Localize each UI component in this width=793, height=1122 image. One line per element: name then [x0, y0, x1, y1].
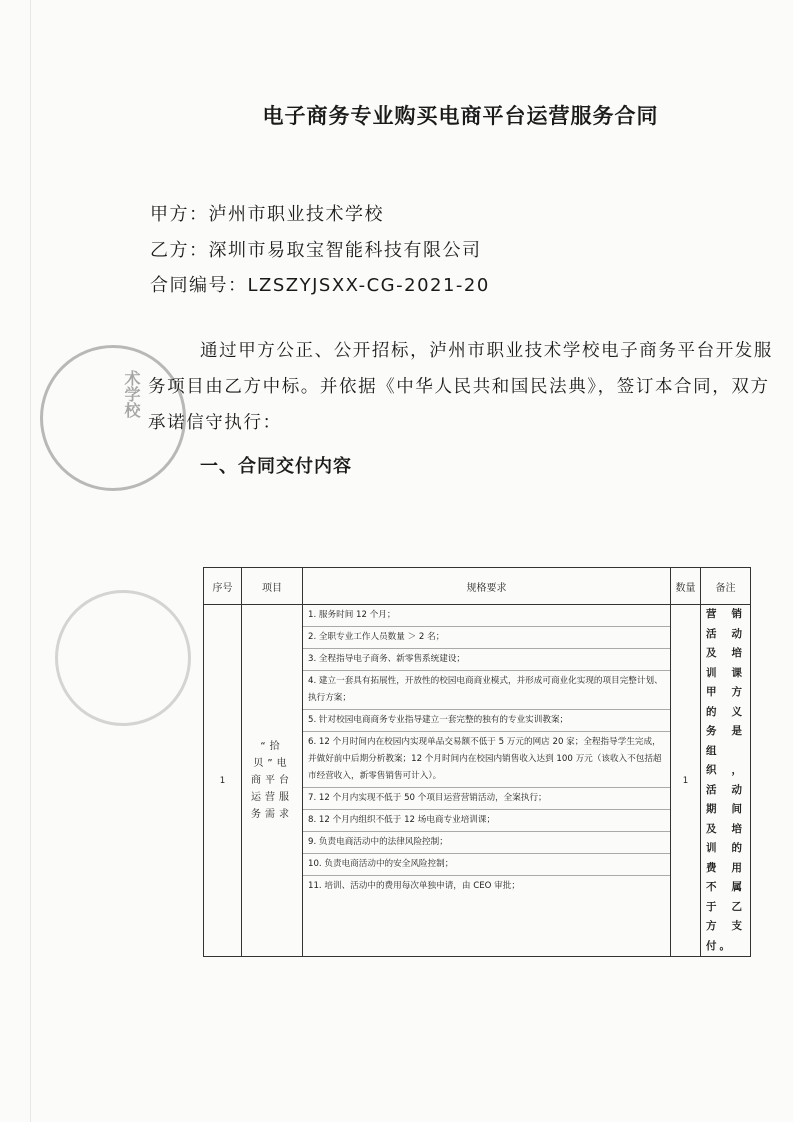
row-note-text: 营销活动及培训课甲方的义务是组织，活动期间及培训的费用不属于乙方支付。: [706, 608, 745, 952]
row-spec: [303, 605, 671, 957]
requirement-item: 7. 12 个月内实现不低于 50 个项目运营营销活动，全案执行；: [303, 788, 670, 810]
party-a-line: [150, 200, 384, 226]
table-row: [204, 605, 751, 957]
row-item-text: “拾贝”电商平台运营服务需求: [251, 741, 293, 820]
party-a-value: 泸州市职业技术学校: [208, 204, 384, 225]
requirement-item: 3. 全程指导电子商务、新零售系统建设；: [303, 649, 670, 671]
requirement-item: 4. 建立一套具有拓展性，开放性的校园电商商业模式，并形成可商业化实现的项目完整计划、执行方案；: [303, 671, 670, 710]
row-item: [242, 605, 303, 957]
requirement-item: 9. 负责电商活动中的法律风险控制；: [303, 832, 670, 854]
section-heading: 一、合同交付内容: [200, 456, 352, 477]
party-b-line: [150, 236, 482, 262]
requirement-item: 2. 全职专业工作人员数量 ＞ 2 名；: [303, 627, 670, 649]
party-b-value: 深圳市易取宝智能科技有限公司: [208, 240, 482, 261]
requirement-item: 1. 服务时间 12 个月；: [303, 605, 670, 627]
intro-paragraph: 通过甲方公正、公开招标，泸州市职业技术学校电子商务平台开发服务项目由乙方中标。并依据《中华人民共和国民法典》，签订本合同，双方承诺信守执行：: [148, 341, 773, 433]
header-item: 项目: [242, 568, 303, 605]
party-b-label: 乙方：: [150, 240, 209, 261]
requirement-item: 11. 培训、活动中的费用每次单独申请，由 CEO 审批；: [308, 881, 520, 891]
seal-stamp-text: 术学校: [122, 370, 141, 418]
header-note: 备注: [701, 568, 751, 605]
spec-table: [203, 567, 751, 957]
contract-no-label: 合同编号：: [150, 275, 248, 296]
row-no: 1: [204, 605, 242, 957]
seal-stamp-secondary: [55, 590, 191, 726]
table-header-row: [204, 568, 751, 605]
document-title: 电子商务专业购买电商平台运营服务合同: [262, 104, 659, 128]
scan-edge-line: [30, 0, 31, 1122]
contract-no-line: [150, 271, 490, 297]
header-spec: 规格要求: [303, 568, 671, 605]
row-note: [701, 605, 751, 957]
requirement-item: 5. 针对校园电商商务专业指导建立一套完整的独有的专业实训教案；: [303, 710, 670, 732]
requirement-item: 10. 负责电商活动中的安全风险控制；: [303, 854, 670, 876]
header-qty: 数量: [671, 568, 701, 605]
requirement-item: 8. 12 个月内组织不低于 12 场电商专业培训课；: [303, 810, 670, 832]
party-a-label: 甲方：: [150, 204, 209, 225]
header-no: 序号: [204, 568, 242, 605]
row-qty: 1: [671, 605, 701, 957]
requirement-item: 6. 12 个月时间内在校园内实现单品交易额不低于 5 万元的网店 20 家；全程指导学生完成，并做好前中后期分析教案；12 个月时间内在校园内销售收入达到 100 万元（该收入不包括超市经营收入，新零售销售可计入）。: [303, 732, 670, 788]
contract-no-value: LZSZYJSXX-CG-2021-20: [247, 275, 490, 296]
